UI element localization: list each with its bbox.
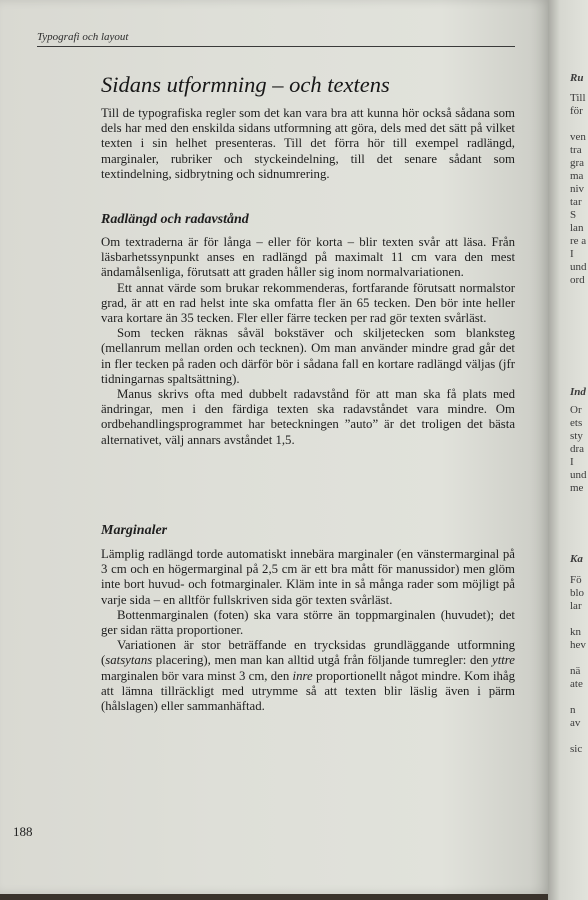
right-line: I — [570, 456, 574, 468]
right-page-lines — [570, 404, 587, 495]
right-line: niv — [570, 183, 585, 195]
italic-term: satsytans — [105, 653, 153, 668]
section-heading-radlangd: Radlängd och radavstånd — [101, 212, 249, 227]
paragraph: Manus skrivs ofta med dubbelt radavstånd för att man ska få plats med ändringar, men i den färdiga texten ska radavståndet vara mindre. Om ordbehandlingsprogrammet har beteckningen ”auto” är det troligen det bästa alternativet, välj annars avståndet 1,5. — [101, 387, 515, 447]
right-line: sic — [570, 743, 583, 755]
italic-term: inre — [292, 668, 313, 683]
text-run: proportionellt något mindre. Kom ihåg att lämna tillräckligt med utrymme så att texten blir läslig även i pärm (hålslagen) eller sammanhäftad. — [101, 668, 515, 714]
text-run: marginalen bör vara minst 3 cm, den — [101, 668, 293, 683]
paragraph: Lämplig radlängd torde automatiskt innebära marginaler (en vänstermarginal på 3 cm och en högermarginal på 2,5 cm är ett bra mått för manussidor) men glöm inte bort huvud- och fotmarginaler. Kläm inte in så många rader som möjligt på varje sida – en alltför fullskriven sida gör texten svårläst. — [101, 547, 515, 607]
intro-block — [101, 106, 515, 182]
paragraph: Ett annat värde som brukar rekommenderas, fortfarande förutsatt normalstor grad, är att en rad helst inte ska omfatta fler än 65 tecken. Den bör inte heller vara kortare än 35 tecken. Fler eller färre tecken per rad gör texten svårläst. — [101, 280, 515, 326]
right-line: kn — [570, 626, 581, 638]
paragraph-tumregler — [101, 638, 515, 714]
right-line: Fö — [570, 574, 582, 586]
right-page-lines — [570, 574, 586, 756]
paragraph: Som tecken räknas såväl bokstäver och skiljetecken som blanksteg (mellanrum mellan orden och tecknen). Om man använder mindre grad går det in fler tecken på raden och därför bör i sådana fall en kortare radlängd väljas (jfr tidningarnas spaltsättning). — [101, 326, 515, 386]
right-page-heading: Ind — [570, 386, 586, 398]
right-page-heading: Ru — [570, 72, 584, 84]
right-page-heading: Ka — [570, 553, 583, 565]
right-line: ets — [570, 417, 583, 429]
right-line-gap — [570, 613, 586, 626]
right-line: tar — [570, 196, 582, 208]
page-title: Sidans utformning – och textens — [101, 72, 390, 97]
right-line: lar — [570, 600, 582, 612]
right-line: ord — [570, 274, 585, 286]
italic-term: yttre — [492, 653, 515, 668]
right-line: blo — [570, 587, 585, 599]
text-run: Variationen är stor beträffande en trycksidas grundläggande utformning ( — [101, 638, 515, 668]
right-line-gap — [570, 118, 587, 131]
right-line: gra — [570, 157, 585, 169]
paragraph: Bottenmarginalen (foten) ska vara större än toppmarginalen (huvudet); det ger sidan rätta proportioner. — [101, 607, 515, 638]
right-line: re a — [570, 235, 587, 247]
right-line: av — [570, 717, 581, 729]
paragraph: Om textraderna är för långa – eller för korta – blir texten svår att läsa. Från läsbarhetssynpunkt anses en radlängd på maximalt 11 cm vara den mest ändamålsenliga, förutsatt att graden håller sig inom normalvariationen. — [101, 235, 515, 280]
page-number: 188 — [13, 824, 33, 839]
right-line: ven — [570, 131, 586, 143]
right-line: ma — [570, 170, 584, 182]
right-line: Or — [570, 404, 582, 416]
section-heading-marginaler: Marginaler — [101, 523, 168, 538]
right-line-gap — [570, 730, 586, 743]
right-line-gap — [570, 652, 586, 665]
right-line: nä — [570, 665, 581, 677]
right-line: ate — [570, 678, 583, 690]
right-line: und — [570, 261, 587, 273]
right-line: dra — [570, 443, 585, 455]
section-marginaler-body — [101, 547, 515, 714]
right-line: I — [570, 248, 574, 260]
right-line: und — [570, 469, 587, 481]
right-line: sty — [570, 430, 583, 442]
intro-paragraph: Till de typografiska regler som det kan vara bra att kunna hör också sådana som dels har med den enskilda sidans utformning att göra, dels med det sätt på vilket texten i sin helhet presenteras. Till det förra hör till exempel radlängd, marginaler, rubriker och styckeindelning, till det senare sådant som textindelning, sidbrytning och sidnumrering. — [101, 106, 515, 181]
right-line: lan — [570, 222, 584, 234]
right-line: Till — [570, 92, 586, 104]
right-line: S — [570, 209, 577, 221]
right-line: n — [570, 704, 576, 716]
right-line-gap — [570, 691, 586, 704]
right-line: för — [570, 105, 583, 117]
right-line: hev — [570, 639, 586, 651]
running-head: Typografi och layout — [37, 31, 129, 43]
section-radlangd-body — [101, 235, 515, 448]
right-line: me — [570, 482, 584, 494]
text-run: placering), men man kan alltid utgå från följande tumregler: den — [152, 653, 493, 668]
right-line: tra — [570, 144, 582, 156]
header-rule — [37, 46, 515, 47]
right-page-lines — [570, 92, 587, 287]
